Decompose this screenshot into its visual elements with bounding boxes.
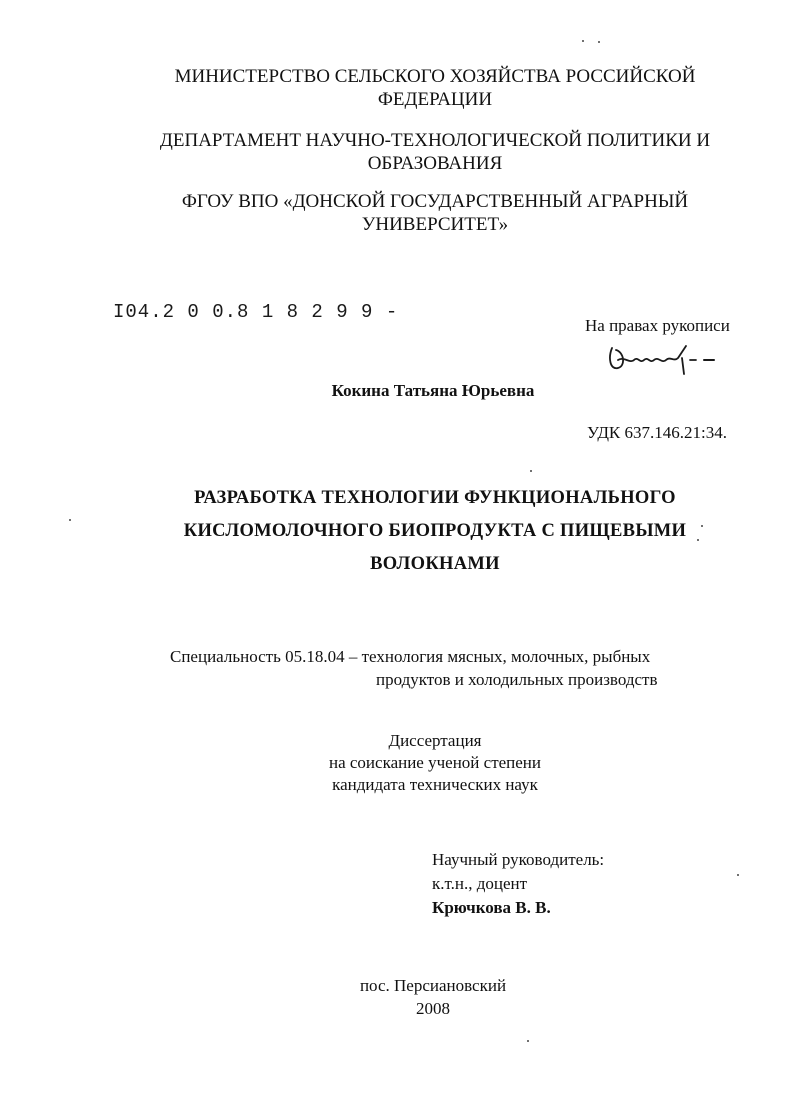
ministry-line-2: ФЕДЕРАЦИИ bbox=[377, 89, 493, 110]
university-heading bbox=[0, 190, 798, 236]
department-heading bbox=[0, 129, 798, 175]
udk-code: УДК 637.146.21:34. bbox=[587, 423, 727, 442]
dissertation-line-2: на соискание ученой степени bbox=[328, 753, 542, 772]
signature bbox=[604, 338, 724, 378]
title-line-2: КИСЛОМОЛОЧНОГО БИОПРОДУКТА С ПИЩЕВЫМИ bbox=[183, 521, 687, 541]
year: 2008 bbox=[416, 999, 450, 1018]
scan-speck bbox=[530, 470, 532, 472]
scan-speck bbox=[527, 1040, 529, 1042]
specialty-line-1: Специальность 05.18.04 – технология мясных, молочных, рыбных bbox=[170, 647, 651, 666]
ministry-heading bbox=[0, 65, 798, 111]
dissertation-line-3: кандидата технических наук bbox=[332, 775, 538, 794]
archive-number: I04.2 0 0.8 1 8 2 9 9 - bbox=[113, 301, 399, 323]
dissertation-line-1: Диссертация bbox=[388, 731, 482, 750]
university-line-1: ФГОУ ВПО «ДОНСКОЙ ГОСУДАРСТВЕННЫЙ АГРАРНЫЙ bbox=[181, 191, 689, 212]
author-name: Кокина Татьяна Юрьевна bbox=[331, 381, 535, 400]
university-line-2: УНИВЕРСИТЕТ» bbox=[361, 214, 509, 235]
scan-speck bbox=[69, 519, 71, 521]
scientific-advisor bbox=[432, 848, 604, 920]
scan-speck bbox=[701, 525, 703, 527]
title-line-1: РАЗРАБОТКА ТЕХНОЛОГИИ ФУНКЦИОНАЛЬНОГО bbox=[194, 488, 676, 508]
scan-speck bbox=[598, 41, 600, 43]
specialty bbox=[170, 645, 657, 691]
manuscript-rights: На правах рукописи bbox=[585, 316, 730, 335]
ministry-line-1: МИНИСТЕРСТВО СЕЛЬСКОГО ХОЗЯЙСТВА РОССИЙСКОЙ bbox=[174, 66, 696, 87]
scan-speck bbox=[737, 874, 739, 876]
advisor-degree: к.т.н., доцент bbox=[432, 874, 528, 893]
advisor-label: Научный руководитель: bbox=[432, 850, 605, 869]
dissertation-title bbox=[0, 482, 798, 581]
department-line-2: ОБРАЗОВАНИЯ bbox=[367, 153, 503, 174]
scan-speck bbox=[697, 539, 699, 541]
location: пос. Персиановский bbox=[359, 976, 507, 995]
place-year bbox=[0, 974, 798, 1020]
department-line-1: ДЕПАРТАМЕНТ НАУЧНО-ТЕХНОЛОГИЧЕСКОЙ ПОЛИТИКИ И bbox=[159, 130, 711, 151]
specialty-line-2: продуктов и холодильных производств bbox=[376, 670, 658, 689]
dissertation-info bbox=[0, 730, 798, 796]
advisor-name: Крючкова В. В. bbox=[432, 898, 551, 917]
title-line-3: ВОЛОКНАМИ bbox=[370, 554, 500, 574]
scan-speck bbox=[582, 40, 584, 42]
